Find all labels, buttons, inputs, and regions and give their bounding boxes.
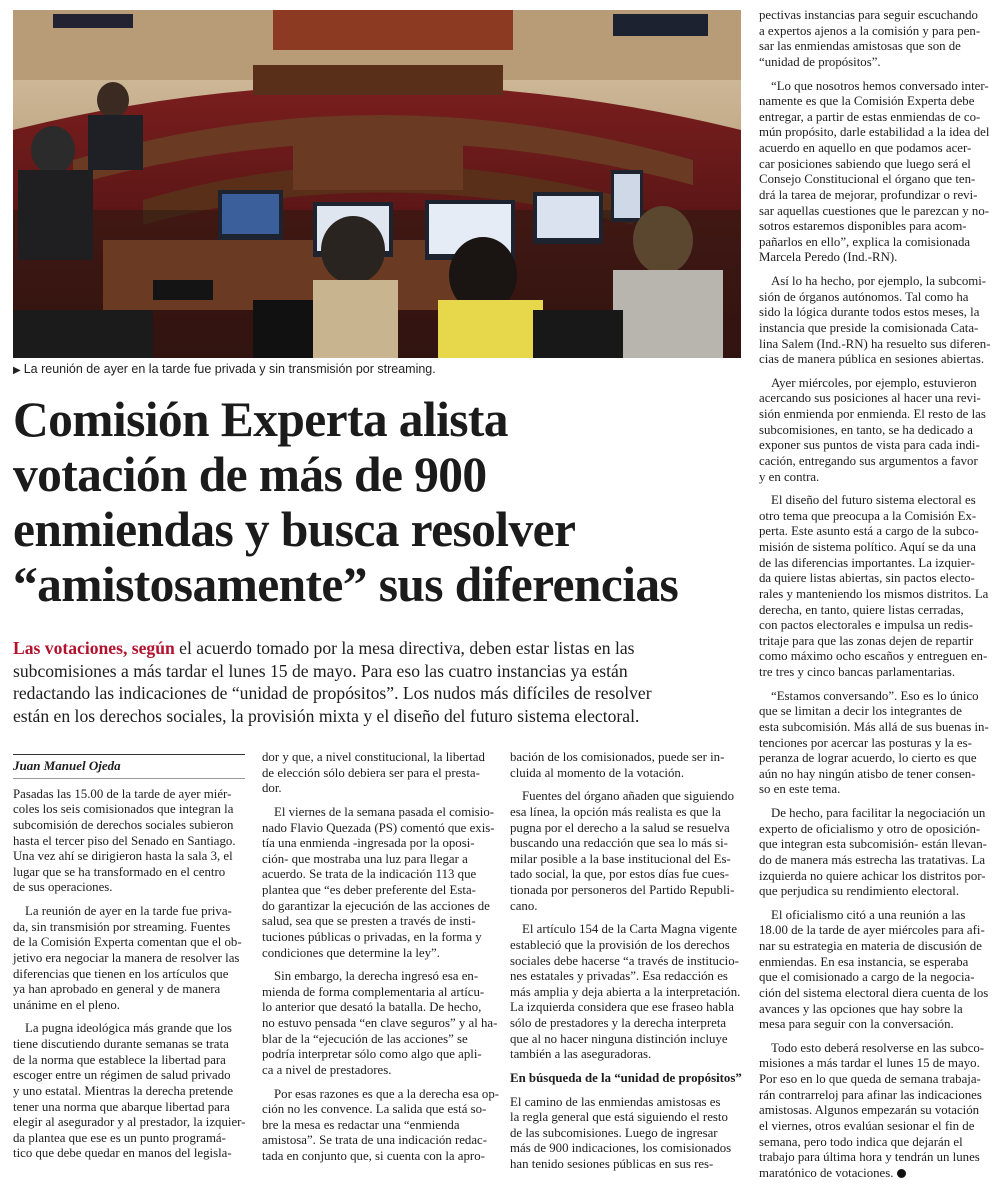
body-line: de la norma que establece la libertad para [13,1052,226,1067]
body-paragraph [759,493,990,681]
body-line: Por esas razones es que a la derecha esa op- [274,1086,500,1101]
article-column-4 [759,8,990,1189]
body-line: lina Salem (Ind.-RN) ha resuelto sus diferen- [759,336,991,351]
body-line: El artículo 154 de la Carta Magna vigente [522,922,738,937]
body-line: no estuvo pensada “en clave seguros” y al ha- [262,1016,498,1030]
photo-caption [13,362,741,382]
body-line: mienda de forma complementaria al artícu- [262,984,485,999]
body-line: podría interpretar sólo como algo que apli- [262,1047,482,1062]
body-line: de la Comisión Experta comentan que el ob- [13,935,242,950]
body-line: tada en conjunto que, si cuenta con la apro- [262,1149,485,1163]
chamber-illustration [13,10,741,358]
body-line: que se limitan a decir los integrantes de [759,704,962,719]
body-line: experto de oficialismo y otro de oposición- [759,821,981,836]
body-paragraph [510,1095,742,1173]
body-line: tre tres y cinco bancas parlamentarias. [759,665,956,679]
body-line: enmiendas. En esa instancia, se esperaba [759,954,969,969]
col3-paragraphs [510,750,742,1173]
body-line: Por eso en lo que queda de semana trabaja- [759,1072,981,1086]
body-line: hasta el tercer piso del Senado en Santiago. [13,833,236,848]
body-line: drá la tarea de mejorar, profundizar o revi- [759,187,978,202]
body-line: y uno estatal. Mientras la derecha pretende [13,1083,234,1098]
headline-line: Comisión Experta alista [13,392,508,447]
body-line: izquierda no quiere achicar los distritos por- [759,868,986,883]
body-line: tía una enmienda -ingresada por la oposi- [262,836,475,851]
col4-paragraphs [759,8,990,1181]
body-line: sión de órganos autónomos. Tal como ha [759,289,969,304]
body-line: bación de los comisionados, puede ser in- [510,750,725,764]
body-line: sión enmienda por enmienda. El resto de las [759,407,986,421]
body-line: elegir al asegurador y al prestador, la izquier- [13,1115,246,1130]
article-lead [13,637,741,727]
lead-line: están en los derechos sociales, la provisión mixta y el diseño del futuro sistema electoral. [13,705,640,726]
body-line: pugna por el derecho a la salud se resuelva [510,820,730,835]
body-paragraph [262,1086,500,1165]
body-line: semana, pero todo indica que dejarán el [759,1134,963,1149]
body-line: otro tema que preocupa a la Comisión Ex- [759,508,977,523]
body-paragraph [759,806,990,900]
body-line: instancia que preside la comisionada Cata- [759,320,979,335]
body-line: que el comisionado a cargo de la negocia- [759,970,975,985]
body-line: dor y que, a nivel constitucional, la libertad [262,750,485,764]
body-line: El oficialismo citó a una reunión a las [771,907,966,922]
body-line: unánime en el pleno. [13,997,120,1012]
body-line: pectivas instancias para seguir escuchando [759,8,978,22]
body-line: sido la lógica durante todos estos meses, la [759,305,980,320]
body-paragraph [262,805,494,961]
body-paragraph [759,689,990,798]
body-line: El diseño del futuro sistema electoral es [771,493,976,508]
body-line: han tenido sesiones públicas en sus res- [510,1157,714,1171]
body-line: Marcela Peredo (Ind.-RN). [759,250,898,265]
body-line: derecha, en tanto, quiere listas cerradas, [759,602,964,617]
body-line: nado Flavio Quezada (PS) comentó que exis- [262,820,495,835]
body-line: más amplia y deja abierta a la interpretación. [510,984,741,999]
triangle-right-icon: ▶ [13,365,21,376]
lead-line: redactando las indicaciones de “unidad de propósitos”. Los nudos más difíciles de resolver [13,683,652,703]
body-line: Todo esto deberá resolverse en las subco- [771,1040,985,1055]
body-line: la regla general que está siguiendo el resto [510,1110,728,1125]
body-paragraph [759,1041,990,1182]
body-line: jetivo era negociar la manera de resolver las [13,950,240,965]
body-line: cano. [510,898,538,913]
body-line: acuerdo. Se trata de la indicación 113 que [262,867,477,882]
body-line: do garantizar la ejecución de las acciones de [262,898,490,913]
headline-line: “amistosamente” sus diferencias [13,557,679,612]
body-line: milar posible a la base institucional del Es- [510,851,731,866]
body-line: 18.00 de la tarde de ayer miércoles para afi- [759,923,985,938]
body-line: cación, entregando sus argumentos a favor [759,453,978,468]
body-line: da, sin transmisión por streaming. Fuentes [13,919,231,934]
body-line: mesa para seguir con la conversación. [759,1017,954,1032]
body-line: entregar, a partir de estas enmiendas de co- [759,109,981,124]
body-paragraph [510,922,742,1063]
body-line: tener una norma que abarque libertad para [13,1099,230,1114]
headline-line: enmiendas y busca resolver [13,502,576,557]
body-line: Una vez ahí se dirigieron hasta la sala 3, el [13,849,233,864]
body-line: exponer sus puntos de vista para cada indi- [759,438,980,453]
body-line: esa línea, la opción más realista es que la [510,804,721,819]
article-column-3 [510,750,742,1181]
body-line: salud, sea que se presten a través de insti- [262,914,476,929]
byline: Juan Manuel Ojeda [13,754,245,779]
body-line: rán contrarreloj para afinar las indicaciones [759,1087,982,1102]
body-line: ción- que mostraba una luz para llegar a [262,851,468,866]
body-line: blar de la “ejecución de las acciones” se [262,1031,468,1046]
body-line: subcomisión de derechos sociales subieron [13,817,234,832]
body-paragraph [262,969,498,1078]
body-paragraph [759,376,990,485]
body-line: lo anterior que desató la batalla. De hecho, [262,1000,482,1015]
body-line: Ayer miércoles, por ejemplo, estuvieron [771,375,977,390]
body-paragraph [262,750,494,797]
body-line: acercando sus posiciones al hacer una revi- [759,391,981,406]
headline-line: votación de más de 900 [13,447,487,502]
body-line: so en este tema. [759,782,841,797]
body-line: tenciones por acercar las posturas y la es- [759,735,972,750]
body-line: namente es que la Comisión Experta debe [759,94,975,109]
body-line: avances y las opciones que hay sobre la [759,1001,963,1016]
body-line: tionada por personeros del Partido Republi- [510,883,735,897]
body-line: Pasadas las 15.00 de la tarde de ayer miér- [13,786,232,801]
body-line: nar su estrategia en materia de discusión de [759,939,982,953]
body-line: lugar que se ha transformado en el centro [13,864,226,879]
body-line: car posiciones sabiendo que luego será el [759,156,971,171]
body-line: do de manera más estrecha las tratativas. La [759,852,986,867]
lead-line-text: el acuerdo tomado por la mesa directiva, deben estar listas en las [174,638,635,658]
body-line: mún propósito, darle estabilidad a la idea del [759,125,990,140]
body-line: La pugna ideológica más grande que los [25,1021,232,1036]
body-line: cluida al momento de la votación. [510,765,685,780]
body-line: sólo de prestadores y la derecha interpreta [510,1016,727,1030]
lead-line [13,637,741,660]
body-line: de sus operaciones. [13,880,113,895]
body-line: “Estamos conversando”. Eso es lo único [771,688,979,703]
body-line: que al no hacer ninguna distinción incluye [510,1031,728,1046]
lead-kicker: Las votaciones, según [13,638,175,658]
body-line: diferencias que tienen en los artículos que [13,966,229,981]
body-paragraph [13,787,245,896]
body-line: estableció que la provisión de los derechos [510,937,730,952]
body-line: aún no hay ningún atisbo de tener consen- [759,766,976,781]
body-line: “unidad de propósitos”. [759,54,881,69]
body-paragraph [510,789,742,914]
body-line: que perjudica su rendimiento electoral. [759,884,960,899]
body-line: dor. [262,781,282,796]
body-line: “Lo que nosotros hemos conversado inter- [771,78,989,93]
body-line: El viernes de la semana pasada el comisio- [274,804,495,819]
body-paragraph [759,908,990,1033]
body-line: plantea que “es deber preferente del Esta- [262,883,476,897]
body-line: que integran esta subcomisión- están llevan- [759,837,987,852]
body-line: ción no les convence. La salida que está so- [262,1102,487,1117]
body-line: da plantea que ese es un punto programá- [13,1130,226,1145]
body-line: amistosas. Algunos empezarán su votación [759,1103,980,1118]
body-line: condiciones que determine la ley”. [262,945,440,960]
body-line: sociales debe hacerse “a través de institucio- [510,953,739,968]
article-headline [13,392,748,612]
body-line: De hecho, para facilitar la negociación un [771,806,986,820]
body-line: La izquierda considera que ese fraseo habla [510,1000,734,1015]
body-line: La reunión de ayer en la tarde fue priva- [25,904,232,918]
body-line: Consejo Constitucional el órgano que ten- [759,172,976,187]
body-line: bre la mesa es redactar una “enmienda [262,1117,460,1132]
body-line: da quiere listas abiertas, sin pactos electo- [759,571,975,586]
body-line: rales y manteniendo los mismos distritos. La [759,586,989,601]
body-line: de elección sólo debiera ser para el presta- [262,765,480,780]
body-line: a expertos ajenos a la comisión y para pen- [759,23,981,38]
body-line: tado social, la que, por estos días fue cues- [510,867,729,882]
body-line: con pactos electorales e impulsa un redis- [759,618,973,633]
body-line: trabajo para última hora y tendrán un lunes [759,1150,980,1165]
body-line: también a las aseguradoras. [510,1047,652,1062]
article-column-1 [13,754,245,1170]
body-line: misiones a más tardar el lunes 15 de mayo. [759,1056,980,1071]
col1-paragraphs [13,787,245,1162]
body-line: peranza de lograr acuerdo, lo cierto es que [759,751,977,766]
body-line: ción del sistema electoral diera cuenta de los [759,985,989,1000]
photo-caption-text: La reunión de ayer en la tarde fue privada y sin transmisión por streaming. [23,362,436,376]
body-paragraph [759,79,990,267]
body-line: escoger entre un régimen de salud privado [13,1068,231,1083]
body-line: maratónico de votaciones. [759,1166,990,1182]
body-line: nes estatales y privadas”. Esa redacción es [510,969,728,984]
body-line: el viernes, otros evalúan sesionar el fin de [759,1118,975,1133]
body-line: El camino de las enmiendas amistosas es [510,1094,721,1109]
body-line: tritaje para que las zonas dejen de repartir [759,633,974,648]
body-line: tico que debe quedar en manos del legisla- [13,1146,232,1161]
section-subhead: En búsqueda de la “unidad de propósitos” [510,1070,742,1085]
body-line: subcomisiones, en tanto, se ha dedicado a [759,422,974,437]
article-column-2 [262,750,500,1173]
body-line: esta subcomisión. Más allá de sus buenas in- [759,719,989,734]
body-line: sotros estaremos disponibles para acom- [759,219,967,234]
end-of-article-dot-icon [897,1169,906,1178]
body-line: tiene discutiendo durante semanas se trata [13,1037,229,1051]
body-line: Fuentes del órgano añaden que siguiendo [522,789,734,804]
lead-line: subcomisiones a más tardar el lunes 15 de mayo. Para eso las cuatro instancias ya están [13,660,628,681]
body-line: y en contra. [759,469,820,484]
body-line: pañarlos en ello”, explica la comisionada [759,234,971,249]
body-line: coles los seis comisionados que integran la [13,802,234,817]
body-line: ca a nivel de prestadores. [262,1062,392,1077]
body-line: tuciones públicas o privadas, en la forma y [262,929,482,944]
body-paragraph [13,1021,245,1162]
body-line: sar aquellas cuestiones que le parezcan y no- [759,203,990,218]
body-line: ya han aprobado en general y de manera [13,982,221,997]
body-line: sar las enmiendas amistosas que son de [759,39,961,54]
body-line: misión de sistema político. Aquí se da una [759,540,976,554]
article-photo [13,10,741,358]
body-paragraph [510,750,742,781]
body-line: amistosa”. Se trata de una indicación redac- [262,1133,488,1148]
body-line: Sin embargo, la derecha ingresó esa en- [274,969,479,984]
body-paragraph [13,904,245,1013]
body-line: cias de manera pública en sesiones abiertas. [759,352,985,367]
body-line: acuerdo en aquello en que podamos acer- [759,141,972,155]
body-line: buscando una redacción que sea lo más si- [510,836,728,851]
body-line: perta. Este asunto está a cargo de la subco- [759,524,979,539]
body-line: más de 900 indicaciones, los comisionados [510,1141,732,1156]
body-line: de las subcomisiones. Luego de ingresar [510,1125,718,1140]
body-line: como máximo ocho escaños y entreguen en- [759,649,988,664]
body-paragraph [759,8,990,71]
body-paragraph [759,274,990,368]
col2-paragraphs [262,750,500,1165]
body-line: de las diferencias importantes. La izquier- [759,555,975,570]
body-line: Así lo ha hecho, por ejemplo, la subcomi- [771,274,987,288]
